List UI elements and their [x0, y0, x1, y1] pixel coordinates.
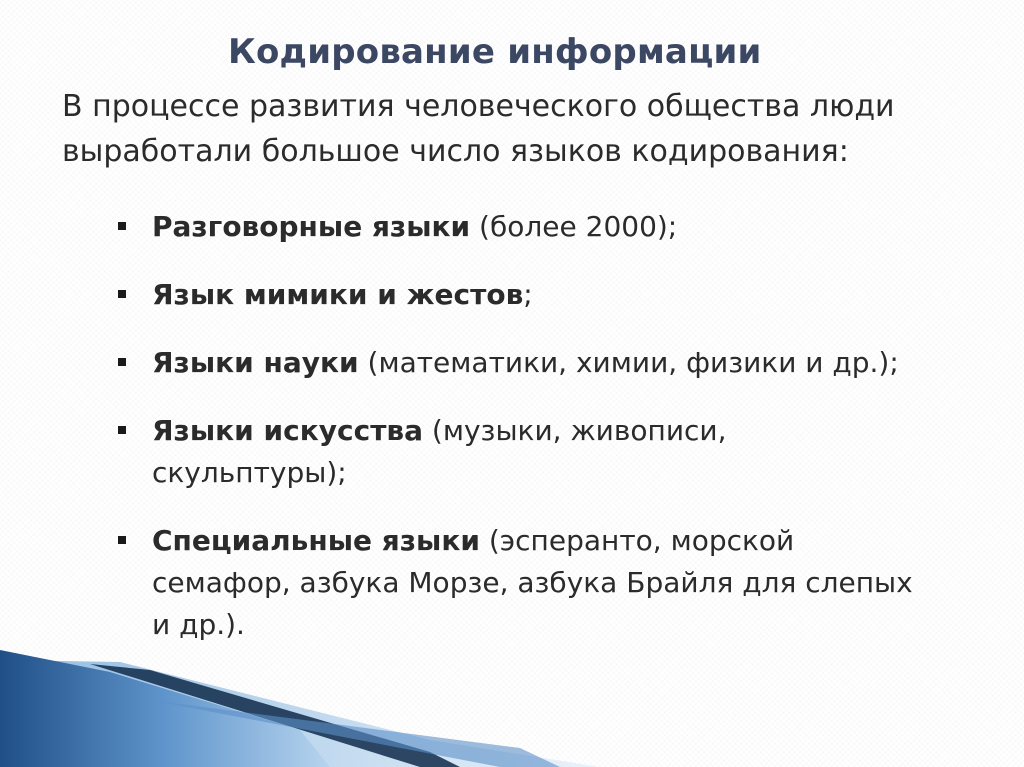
square-bullet-icon [118, 222, 126, 230]
square-bullet-icon [118, 536, 126, 544]
bullet-description: (эсперанто, морской семафор, азбука Морзе, азбука Брайля для слепых и др.). [152, 524, 913, 641]
bullet-description: (музыки, живописи, скульптуры); [152, 414, 727, 489]
bullet-description: ; [523, 278, 533, 311]
bullet-term: Язык мимики и жестов [152, 278, 524, 311]
intro-paragraph: В процессе развития человеческого общества люди выработали большое число языков кодирования: [62, 89, 895, 169]
bullet-list [118, 206, 918, 672]
bullet-item-special-languages [118, 520, 918, 646]
square-bullet-icon [118, 426, 126, 434]
bullet-description: (математики, химии, физики и др.); [358, 346, 899, 379]
bullet-term: Языки науки [152, 346, 359, 379]
bullet-item-spoken-languages [118, 206, 918, 248]
bullet-term: Языки искусства [152, 414, 424, 447]
square-bullet-icon [118, 290, 126, 298]
bullet-term: Специальные языки [152, 524, 480, 557]
bullet-description: (более 2000); [470, 210, 678, 243]
square-bullet-icon [118, 358, 126, 366]
slide-title: Кодирование информации [228, 32, 762, 72]
bullet-term: Разговорные языки [152, 210, 471, 243]
bullet-item-science-languages [118, 342, 918, 384]
bullet-item-art-languages [118, 410, 918, 494]
bullet-item-gesture-language [118, 274, 918, 316]
